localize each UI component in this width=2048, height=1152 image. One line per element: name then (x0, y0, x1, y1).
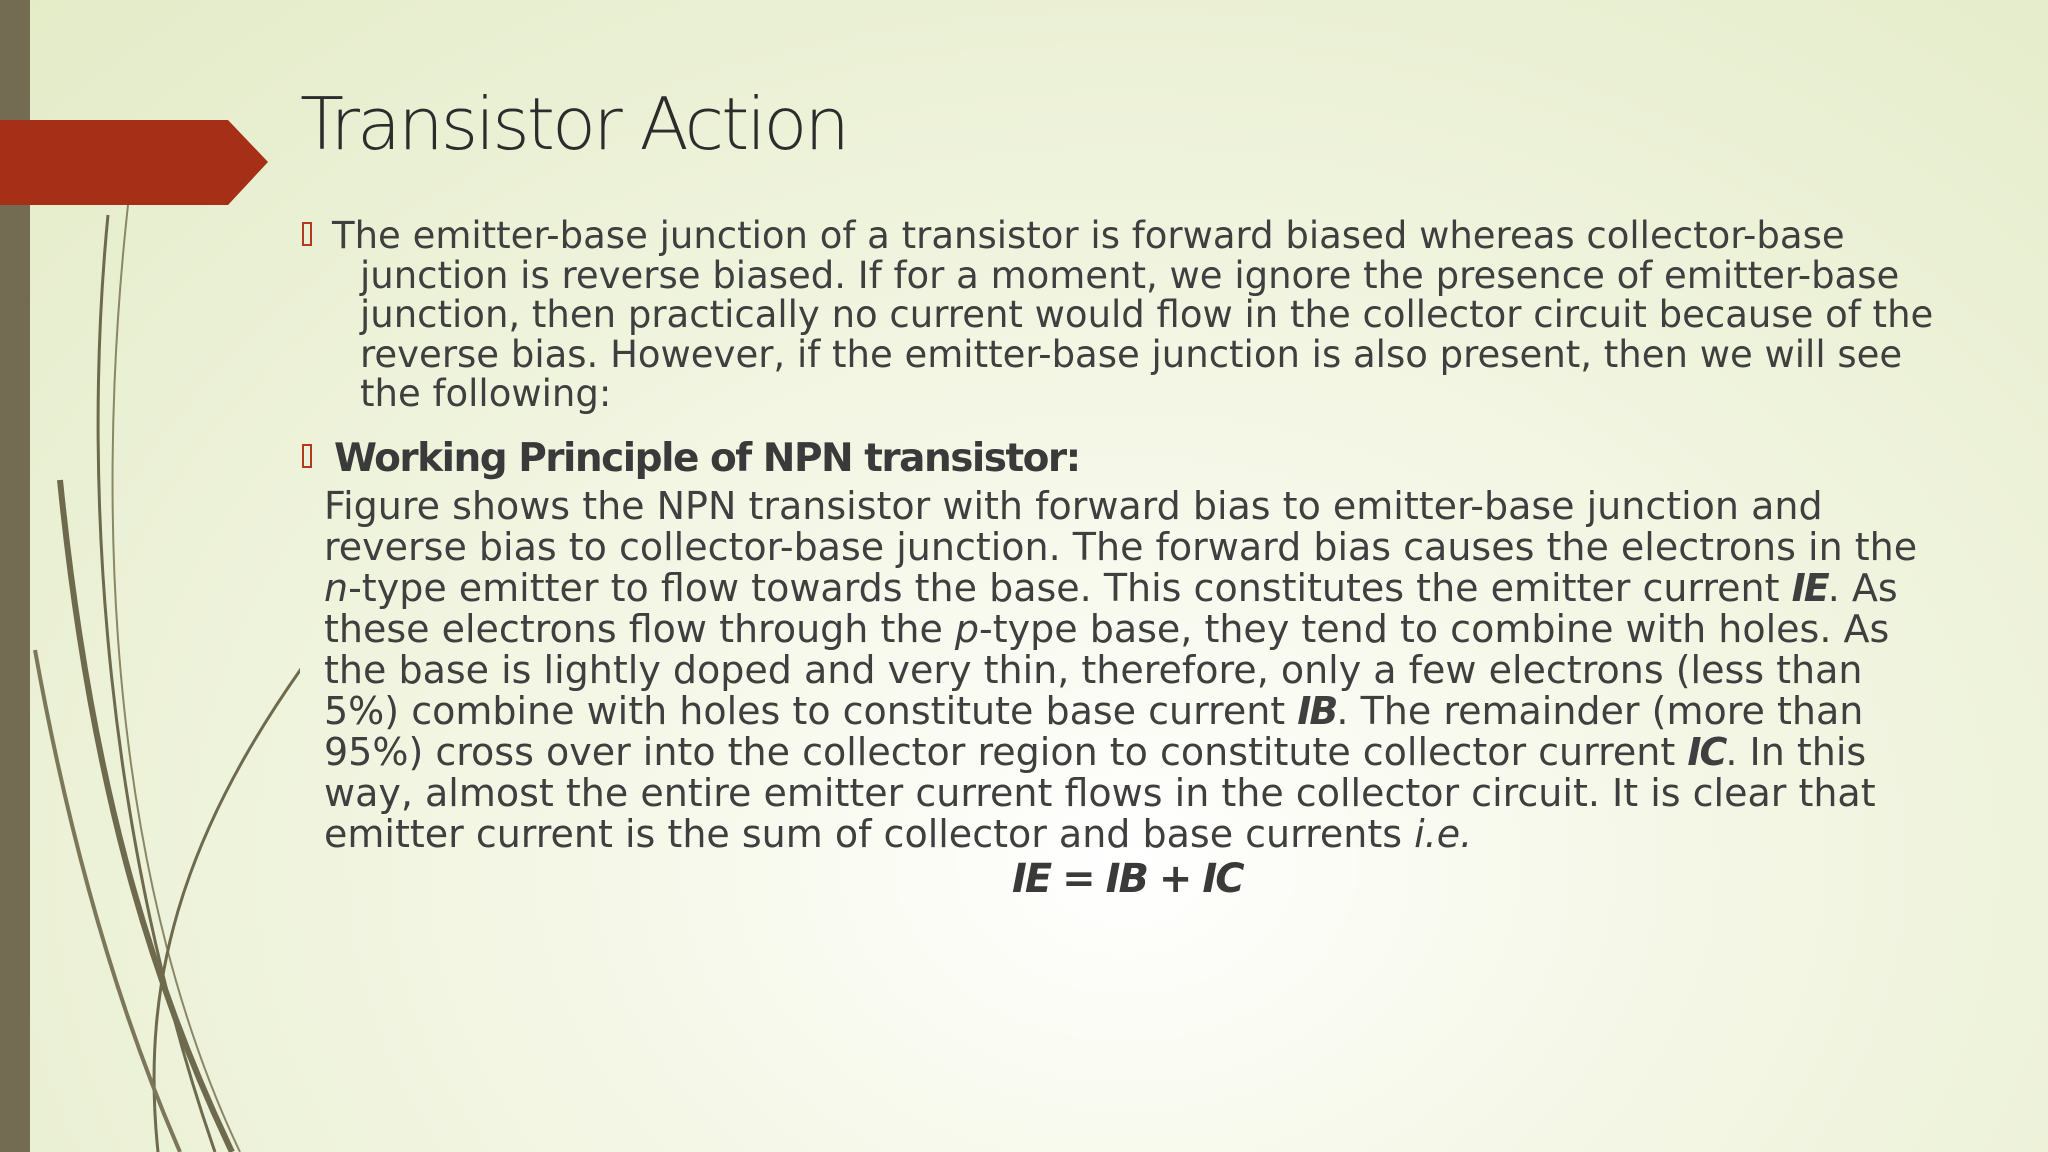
title-accent-tab (0, 120, 268, 205)
bullet-icon (302, 444, 312, 468)
bullet-paragraph-1: The emitter-base junction of a transistor is forward biased whereas collector-base junction is reverse biased. If for a moment, we ignore the presence of emitter-base junction, then practically no current would flow in the collector circuit because of the reverse bias. However, if the emitter-base junction is also present, then we will see the following: (332, 214, 1934, 415)
bullet-icon (302, 222, 312, 246)
slide-title: Transistor Action (300, 82, 848, 166)
section-heading: Working Principle of NPN transistor: (334, 436, 1080, 481)
current-formula: IE = IB + IC (1012, 856, 1243, 902)
body-paragraph: Figure shows the NPN transistor with forward bias to emitter-base junction and reverse bias to collector-base junction. The forward bias causes the electrons in the n-type emitter to flow towards the base. This constitutes the emitter current IE. As these electrons flow through the p-type base, they tend to combine with holes. As the base is lightly doped and very thin, therefore, only a few electrons (less than 5%) combine with holes to constitute base current IB. The remainder (more than 95%) cross over into the collector region to constitute collector current IC. In this way, almost the entire emitter current flows in the collector circuit. It is clear that emitter current is the sum of collector and base currents i.e. (324, 484, 1918, 856)
